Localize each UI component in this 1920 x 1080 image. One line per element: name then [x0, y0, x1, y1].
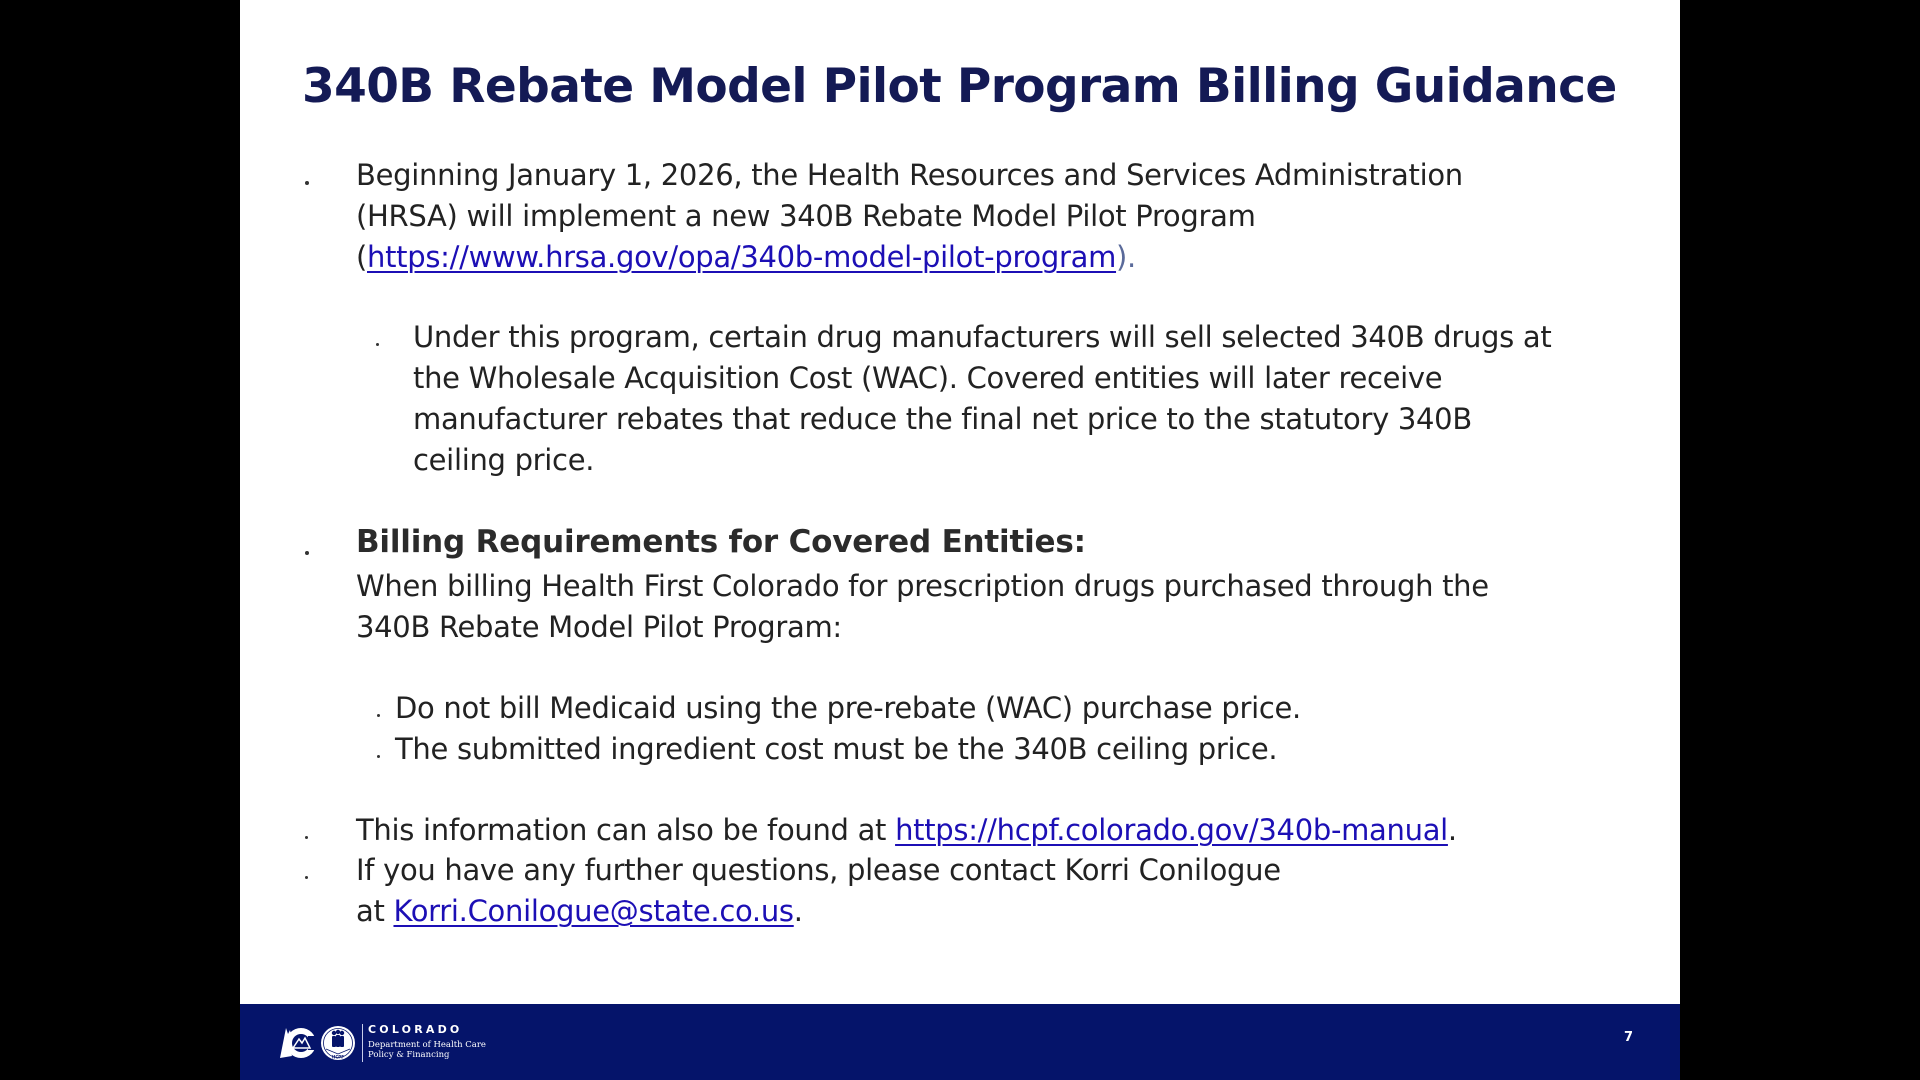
- billing-line-2: 340B Rebate Model Pilot Program:: [356, 610, 842, 644]
- letterbox-left: [0, 0, 240, 1080]
- letterbox-right: [1680, 0, 1920, 1080]
- contact-email-link[interactable]: Korri.Conilogue@state.co.us: [393, 894, 794, 928]
- billing-requirements-heading: Billing Requirements for Covered Entities:: [356, 524, 1086, 560]
- slide-footer: [240, 1004, 1680, 1080]
- program-detail-line-2: the Wholesale Acquisition Cost (WAC). Covered entities will later receive: [413, 361, 1443, 395]
- intro-line-3: [356, 237, 1136, 278]
- program-detail-line-4: ceiling price.: [413, 443, 595, 477]
- manual-suffix: .: [1447, 813, 1457, 847]
- hcpf-logo: [274, 1020, 574, 1066]
- contact-prefix: at: [356, 894, 394, 928]
- intro-line-1: Beginning January 1, 2026, the Health Resources and Services Administration: [356, 158, 1463, 192]
- logo-dept-line-1: Department of Health Care: [368, 1040, 486, 1050]
- bullet-dot-icon: [305, 836, 308, 839]
- program-detail-line-3: manufacturer rebates that reduce the final net price to the statutory 340B: [413, 402, 1472, 436]
- page-number: 7: [1624, 1030, 1634, 1045]
- billing-rule-2: The submitted ingredient cost must be the 340B ceiling price.: [395, 732, 1278, 766]
- logo-divider: [362, 1024, 363, 1062]
- program-detail-line-1: Under this program, certain drug manufacturers will sell selected 340B drugs at: [413, 320, 1552, 354]
- paren-open: (: [356, 240, 368, 274]
- colorado-hcpf-emblem-icon: [274, 1022, 360, 1064]
- intro-line-2: (HRSA) will implement a new 340B Rebate Model Pilot Program: [356, 199, 1256, 233]
- contact-line-2: [356, 891, 803, 932]
- logo-wordmark: COLORADO: [368, 1023, 463, 1036]
- billing-rule-1: Do not bill Medicaid using the pre-rebate (WAC) purchase price.: [395, 691, 1301, 725]
- hrsa-pilot-program-link[interactable]: https://www.hrsa.gov/opa/340b-model-pilot-program: [367, 240, 1117, 274]
- manual-line: [356, 810, 1457, 851]
- contact-line-1: If you have any further questions, please contact Korri Conilogue: [356, 853, 1281, 887]
- svg-text:HCPF: HCPF: [332, 1054, 344, 1060]
- hcpf-340b-manual-link[interactable]: https://hcpf.colorado.gov/340b-manual: [895, 813, 1448, 847]
- slide-title: 340B Rebate Model Pilot Program Billing Guidance: [302, 59, 1617, 114]
- slide-body: [240, 0, 1680, 1004]
- sub-bullet-dot-icon: [377, 714, 380, 717]
- bullet-dot-icon: [305, 181, 309, 185]
- paren-close: ).: [1116, 240, 1136, 274]
- presentation-slide: [240, 0, 1680, 1080]
- manual-prefix: This information can also be found at: [356, 813, 896, 847]
- bullet-dot-icon: [305, 551, 309, 555]
- billing-line-1: When billing Health First Colorado for prescription drugs purchased through the: [356, 569, 1489, 603]
- bullet-dot-icon: [305, 876, 308, 879]
- sub-bullet-dot-icon: [377, 755, 380, 758]
- contact-suffix: .: [793, 894, 803, 928]
- logo-dept-line-2: Policy & Financing: [368, 1050, 450, 1060]
- sub-bullet-dot-icon: [376, 343, 379, 346]
